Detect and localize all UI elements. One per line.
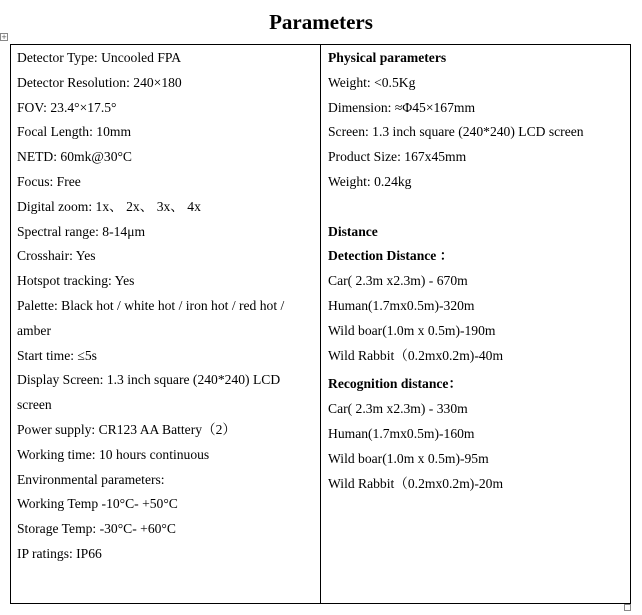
- recognition-distance-heading: Recognition distance：: [328, 376, 463, 392]
- table-move-handle-icon[interactable]: +: [1, 33, 7, 41]
- physical-dimension: Dimension: ≈Φ45×167mm: [328, 99, 476, 115]
- detection-wild-boar: Wild boar(1.0m x 0.5m)-190m: [328, 322, 496, 338]
- detection-wild-rabbit: Wild Rabbit（0.2mx0.2m)-40m: [328, 347, 504, 363]
- distance-heading: Distance: [328, 223, 378, 239]
- spec-power-supply: Power supply: CR123 AA Battery（2）: [17, 421, 237, 437]
- spec-spectral-range: Spectral range: 8-14μm: [17, 223, 146, 239]
- spec-netd: NETD: 60mk@30°C: [17, 149, 132, 165]
- detection-car: Car( 2.3m x2.3m) - 670m: [328, 273, 468, 289]
- detection-human: Human(1.7mx0.5m)-320m: [328, 297, 475, 313]
- spec-fov: FOV: 23.4°×17.5°: [17, 99, 117, 115]
- detection-distance-heading: Detection Distance ：: [328, 248, 454, 264]
- physical-distance-column: [321, 45, 630, 603]
- physical-weight-2: Weight: 0.24kg: [328, 173, 412, 189]
- spec-palette: Palette: Black hot / white hot / iron hot / red hot / amber: [17, 297, 285, 338]
- recognition-car: Car( 2.3m x2.3m) - 330m: [328, 401, 468, 417]
- spec-crosshair: Crosshair: Yes: [17, 248, 96, 264]
- physical-product-size: Product Size: 167x45mm: [328, 149, 467, 165]
- physical-parameters-heading: Physical parameters: [328, 50, 447, 65]
- spec-start-time: Start time: ≤5s: [17, 347, 97, 363]
- physical-weight: Weight: <0.5Kg: [328, 74, 416, 90]
- recognition-human: Human(1.7mx0.5m)-160m: [328, 425, 475, 441]
- spec-working-temp: Working Temp -10°C- +50°C: [17, 496, 178, 512]
- table-resize-handle-icon[interactable]: [624, 604, 631, 611]
- spec-display-screen: Display Screen: 1.3 inch square (240*240) LCD screen: [17, 372, 281, 413]
- spec-detector-type: Detector Type: Uncooled FPA: [17, 50, 182, 65]
- recognition-wild-boar: Wild boar(1.0m x 0.5m)-95m: [328, 450, 489, 466]
- spec-working-time: Working time: 10 hours continuous: [17, 446, 210, 462]
- spec-focus: Focus: Free: [17, 173, 81, 189]
- spec-digital-zoom: Digital zoom: 1x、 2x、 3x、 4x: [17, 198, 201, 214]
- spec-focal-length: Focal Length: 10mm: [17, 124, 132, 140]
- spec-detector-resolution: Detector Resolution: 240×180: [17, 74, 182, 90]
- physical-screen: Screen: 1.3 inch square (240*240) LCD screen: [328, 124, 584, 140]
- page-title: Parameters: [269, 10, 373, 34]
- recognition-wild-rabbit: Wild Rabbit（0.2mx0.2m)-20m: [328, 475, 504, 491]
- specs-column: [11, 45, 321, 603]
- parameters-table: [10, 44, 631, 604]
- spec-hotspot-tracking: Hotspot tracking: Yes: [17, 273, 135, 289]
- spec-storage-temp: Storage Temp: -30°C- +60°C: [17, 521, 176, 537]
- spec-environmental-parameters: Environmental parameters:: [17, 471, 165, 487]
- spec-ip-rating: IP ratings: IP66: [17, 545, 102, 561]
